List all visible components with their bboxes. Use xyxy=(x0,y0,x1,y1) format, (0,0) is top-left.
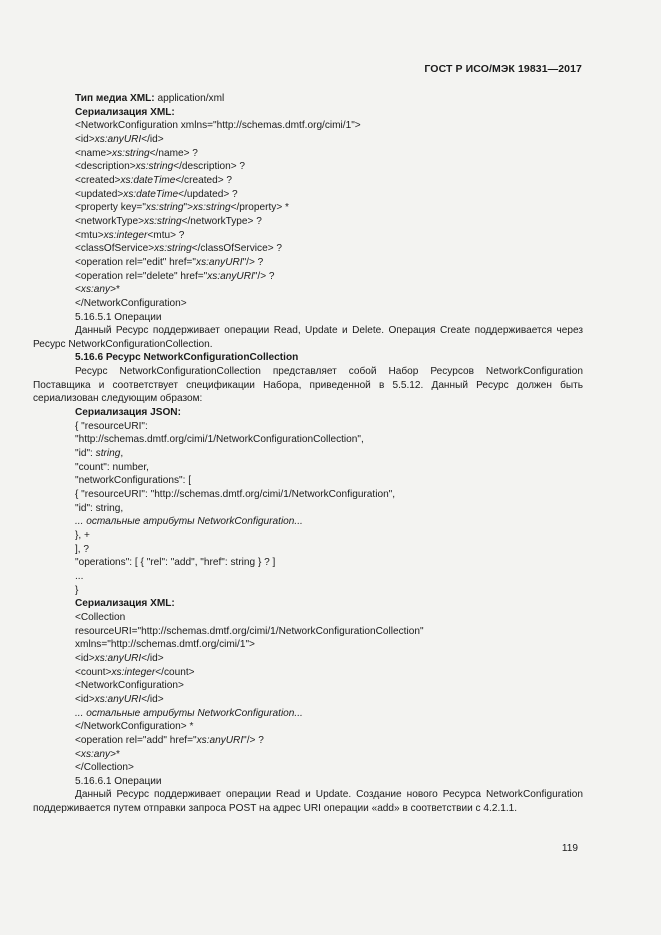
text-line xyxy=(33,406,583,420)
text-line xyxy=(33,351,583,365)
text-line xyxy=(33,488,583,502)
italic-run: xs:any xyxy=(80,748,111,760)
text-run: </id> xyxy=(141,652,164,664)
text-line xyxy=(33,597,583,611)
text-line xyxy=(33,160,583,174)
italic-run: xs:anyURI xyxy=(94,693,142,705)
text-line xyxy=(33,584,583,598)
text-line xyxy=(33,474,583,488)
text-run: <operation rel="edit" href=" xyxy=(75,256,197,268)
text-run: "/> ? xyxy=(242,256,264,268)
text-line xyxy=(33,106,583,120)
text-run: >* xyxy=(110,284,120,296)
text-line xyxy=(33,515,583,529)
text-line xyxy=(33,707,583,721)
text-run: <operation rel="delete" href=" xyxy=(75,270,208,282)
paragraph xyxy=(33,365,583,406)
text-line xyxy=(33,638,583,652)
text-line xyxy=(33,679,583,693)
italic-run: xs:string xyxy=(193,202,231,214)
text-run: "/> ? xyxy=(243,734,264,746)
italic-run: xs:integer xyxy=(111,666,156,678)
text-line xyxy=(33,270,583,284)
text-run: xmlns="http://schemas.dmtf.org/cimi/1"> xyxy=(75,639,255,651)
text-line xyxy=(33,147,583,161)
text-run: "count": number, xyxy=(75,461,149,473)
text-run: </count> xyxy=(155,666,195,678)
text-run: <name> xyxy=(75,147,113,159)
text-line xyxy=(33,174,583,188)
text-line xyxy=(33,693,583,707)
text-run: <mtu> xyxy=(75,229,104,241)
text-run: "http://schemas.dmtf.org/cimi/1/NetworkConfigurationCollection", xyxy=(75,434,364,446)
text-run: <updated> xyxy=(75,188,124,200)
text-line xyxy=(33,188,583,202)
text-line xyxy=(33,229,583,243)
text-run: }, + xyxy=(75,530,90,541)
italic-run: xs:string xyxy=(144,215,182,227)
text-line xyxy=(33,748,583,762)
text-run: <id> xyxy=(75,133,95,145)
text-run: application/xml xyxy=(154,93,225,104)
text-line xyxy=(33,734,583,748)
text-line xyxy=(33,242,583,256)
text-run: <NetworkConfiguration xmlns="http://schemas.dmtf.org/cimi/1"> xyxy=(75,120,361,132)
italic-run: string xyxy=(95,448,121,460)
text-run: "> xyxy=(183,202,193,214)
text-run: <count> xyxy=(75,666,112,678)
text-run: 5.16.5.1 Операции xyxy=(75,311,162,323)
text-run: <mtu> ? xyxy=(147,229,185,241)
text-run: <description> xyxy=(75,161,136,173)
text-line xyxy=(33,461,583,475)
text-run: </id> xyxy=(141,133,164,145)
bold-run: Тип медиа XML: xyxy=(75,93,155,104)
bold-run: Сериализация JSON: xyxy=(75,407,181,419)
text-line xyxy=(33,543,583,557)
paragraph xyxy=(33,788,583,815)
text-run: < xyxy=(75,748,81,760)
text-run: resourceURI="http://schemas.dmtf.org/cimi/1/NetworkConfigurationCollection" xyxy=(75,625,424,637)
text-run: <created> xyxy=(75,174,121,186)
text-run: <networkType> xyxy=(75,215,145,227)
text-run: <id> xyxy=(75,693,95,705)
italic-run: xs:string xyxy=(112,147,150,159)
italic-run: ... остальные атрибуты NetworkConfiguration... xyxy=(75,707,303,719)
text-run: "id": xyxy=(75,448,96,460)
text-run: </classOfService> ? xyxy=(191,243,283,255)
text-run: </updated> ? xyxy=(178,188,238,200)
bold-run: Сериализация XML: xyxy=(75,106,175,118)
text-run: </NetworkConfiguration> * xyxy=(75,721,194,733)
italic-run: xs:string xyxy=(154,243,192,255)
italic-run: ... остальные атрибуты NetworkConfiguration... xyxy=(75,516,303,528)
text-line xyxy=(33,556,583,570)
text-line xyxy=(33,283,583,297)
text-line xyxy=(33,720,583,734)
text-line xyxy=(33,666,583,680)
text-run: <NetworkConfiguration> xyxy=(75,680,184,692)
text-line xyxy=(33,761,583,775)
text-run: Данный Ресурс поддерживает операции Read и Update. Создание нового Ресурса NetworkConfiguration поддерживается путем отправки запроса POST на адрес URI операции «add» в соответствии с 4.2.1.1. xyxy=(33,789,583,815)
text-run: </description> ? xyxy=(173,161,246,173)
text-run: <property key=" xyxy=(75,202,146,214)
text-line xyxy=(33,311,583,325)
page-number: 119 xyxy=(561,843,578,854)
text-line xyxy=(33,447,583,461)
text-line xyxy=(33,652,583,666)
text-run: </NetworkConfiguration> xyxy=(75,297,187,309)
page-body xyxy=(33,92,583,816)
text-line xyxy=(33,502,583,516)
italic-run: xs:anyURI xyxy=(94,652,142,664)
text-run: Данный Ресурс поддерживает операции Read, Update и Delete. Операция Create поддерживается через Ресурс NetworkConfigurationCollection. xyxy=(33,325,583,350)
text-line xyxy=(33,256,583,270)
italic-run: xs:dateTime xyxy=(120,174,176,186)
text-line xyxy=(33,420,583,434)
paragraph xyxy=(33,324,583,351)
text-run: </id> xyxy=(141,693,164,705)
text-line xyxy=(33,570,583,584)
text-run: ... xyxy=(75,570,84,582)
text-run: <Collection xyxy=(75,611,126,623)
text-run: </created> ? xyxy=(175,174,233,186)
text-run: "id": string, xyxy=(75,502,124,514)
text-run: Ресурс NetworkConfigurationCollection представляет собой Набор Ресурсов NetworkConfiguration Поставщика и соответствует спецификации Набора, приведенной в 5.5.12. Данный Ресурс должен быть сериализован следующим образом: xyxy=(33,366,583,405)
italic-run: xs:string xyxy=(145,202,184,214)
italic-run: xs:anyURI xyxy=(207,270,254,282)
text-line xyxy=(33,215,583,229)
text-run: </property> * xyxy=(230,202,289,214)
italic-run: xs:string xyxy=(135,161,174,173)
text-line xyxy=(33,529,583,543)
text-run: { "resourceURI": "http://schemas.dmtf.org/cimi/1/NetworkConfiguration", xyxy=(75,489,396,501)
italic-run: xs:dateTime xyxy=(123,188,179,200)
text-run: ], ? xyxy=(75,543,90,555)
text-run: < xyxy=(75,284,81,296)
text-run: <operation rel="add" href=" xyxy=(75,734,197,746)
text-line xyxy=(33,119,583,133)
bold-run: Сериализация XML: xyxy=(75,598,175,610)
text-line xyxy=(33,133,583,147)
text-line xyxy=(33,92,583,106)
italic-run: xs:anyURI xyxy=(196,256,243,268)
italic-run: xs:integer xyxy=(103,229,148,241)
bold-run: 5.16.6 Ресурс NetworkConfigurationCollection xyxy=(75,352,299,364)
document-header: ГОСТ Р ИСО/МЭК 19831—2017 xyxy=(424,63,582,75)
text-run: <id> xyxy=(75,652,95,664)
text-run: , xyxy=(120,448,124,460)
italic-run: xs:anyURI xyxy=(196,734,244,746)
text-run: </Collection> xyxy=(75,762,134,774)
text-line xyxy=(33,625,583,639)
italic-run: xs:any xyxy=(80,284,111,296)
text-run: { "resourceURI": xyxy=(75,420,148,432)
text-run: 5.16.6.1 Операции xyxy=(75,775,162,787)
text-run: </networkType> ? xyxy=(181,215,262,227)
text-run: <classOfService> xyxy=(75,243,155,255)
text-run: } xyxy=(75,584,79,596)
text-line xyxy=(33,297,583,311)
text-run: "networkConfigurations": [ xyxy=(75,475,192,487)
text-line xyxy=(33,611,583,625)
italic-run: xs:anyURI xyxy=(94,133,142,145)
text-run: "operations": [ { "rel": "add", "href": string } ? ] xyxy=(75,557,276,569)
text-run: </name> ? xyxy=(149,147,198,159)
text-line xyxy=(33,433,583,447)
text-run: "/> ? xyxy=(253,270,275,282)
text-line xyxy=(33,775,583,789)
text-line xyxy=(33,201,583,215)
text-run: >* xyxy=(110,748,120,760)
